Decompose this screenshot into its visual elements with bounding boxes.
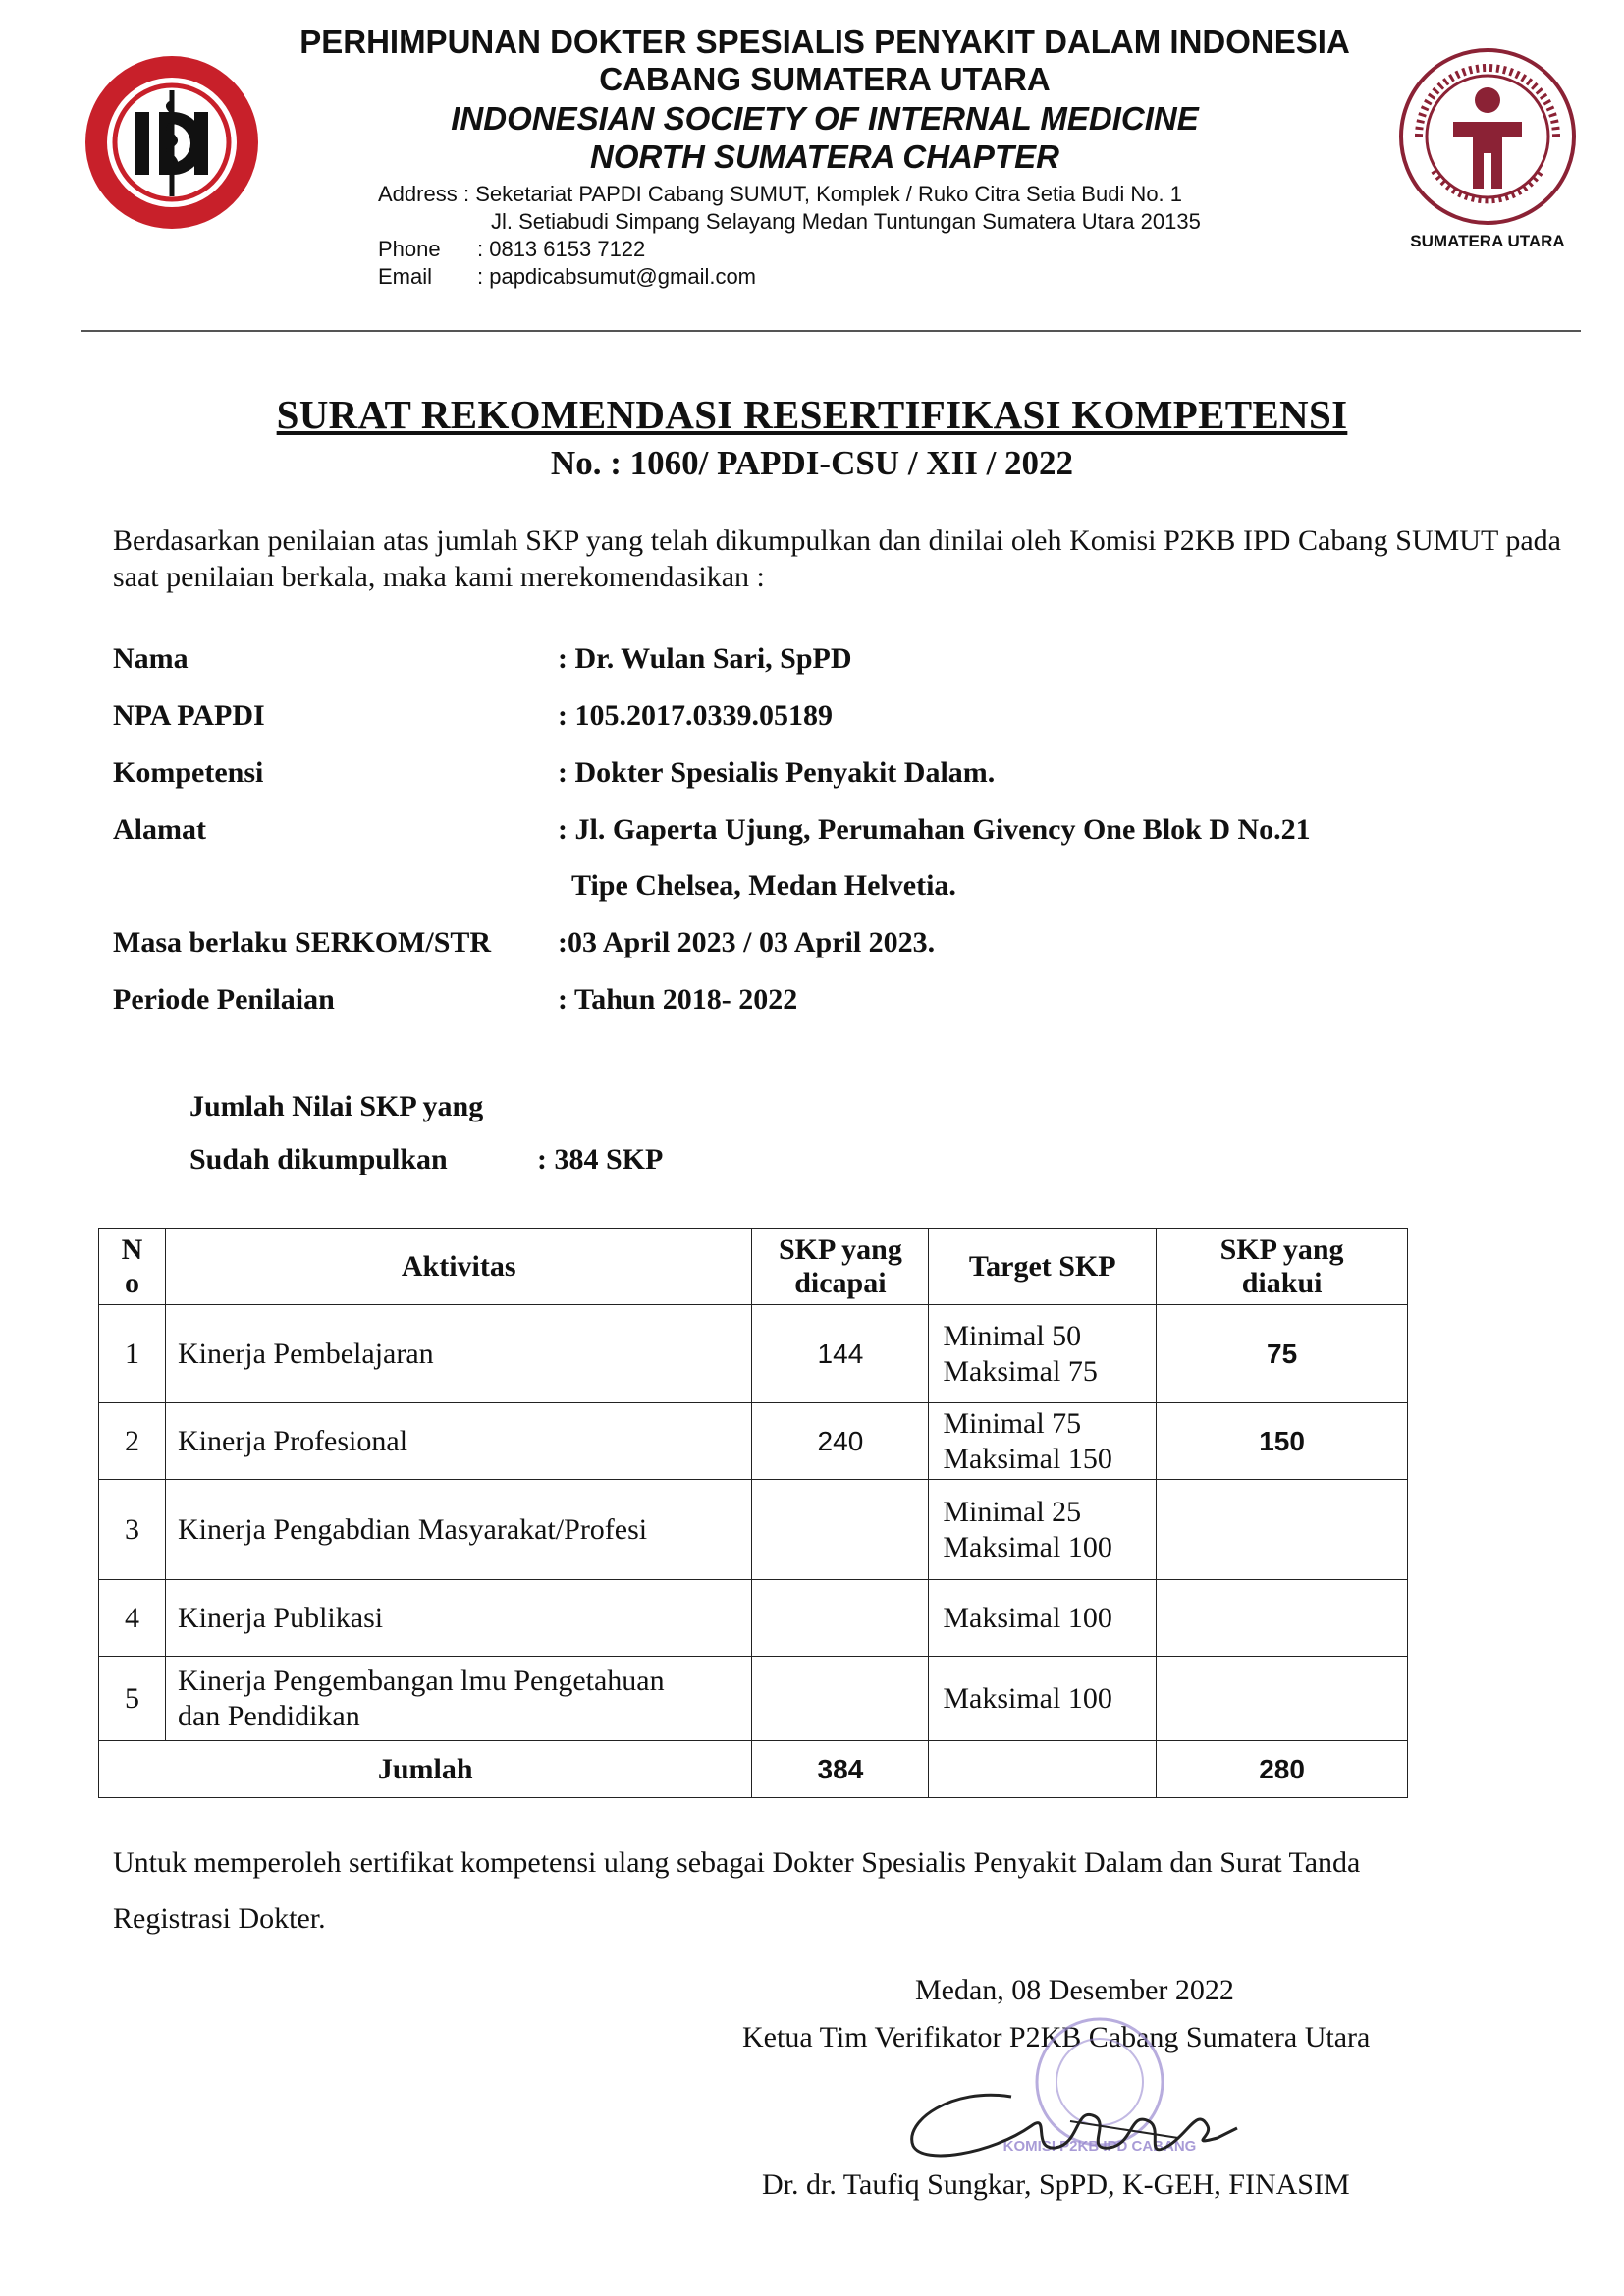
field-value-npa: : 105.2017.0339.05189 bbox=[558, 699, 833, 732]
org-name-line1: PERHIMPUNAN DOKTER SPESIALIS PENYAKIT DALAM INDONESIA bbox=[299, 24, 1350, 60]
phone-value: : 0813 6153 7122 bbox=[477, 237, 646, 261]
address-label: Address bbox=[378, 182, 458, 206]
header-target-skp: Target SKP bbox=[929, 1229, 1157, 1305]
cell-no: 5 bbox=[99, 1657, 166, 1741]
stamp-text: KOMISI P2KB IPD CABANG bbox=[1002, 2138, 1197, 2155]
header-no: N o bbox=[99, 1229, 166, 1305]
cell-target: Maksimal 100 bbox=[929, 1657, 1157, 1741]
summary-label-line2: Sudah dikumpulkan bbox=[189, 1143, 448, 1175]
skp-table bbox=[98, 1228, 1408, 1798]
document-number: No. : 1060/ PAPDI-CSU / XII / 2022 bbox=[550, 444, 1074, 482]
email-value: : papdicabsumut@gmail.com bbox=[477, 264, 757, 289]
field-label-kompetensi: Kompetensi bbox=[113, 756, 264, 789]
cell-aktivitas: Kinerja Publikasi bbox=[165, 1580, 752, 1657]
cell-diakui bbox=[1157, 1480, 1408, 1580]
total-label: Jumlah bbox=[99, 1741, 752, 1798]
cell-no: 1 bbox=[99, 1305, 166, 1403]
field-value-periode: : Tahun 2018- 2022 bbox=[558, 983, 798, 1015]
summary-value: : 384 SKP bbox=[537, 1143, 664, 1175]
cell-aktivitas: Kinerja Profesional bbox=[165, 1403, 752, 1480]
total-diakui: 280 bbox=[1157, 1741, 1408, 1798]
org-name-line2: CABANG SUMATERA UTARA bbox=[599, 61, 1051, 97]
field-value-nama: : Dr. Wulan Sari, SpPD bbox=[558, 642, 852, 675]
total-target bbox=[929, 1741, 1157, 1798]
cell-diakui: 150 bbox=[1157, 1403, 1408, 1480]
field-value-alamat: : Jl. Gaperta Ujung, Perumahan Givency One Blok D No.21 bbox=[558, 813, 1311, 846]
papdi-sumut-logo bbox=[1394, 43, 1581, 230]
cell-dicapai bbox=[752, 1657, 929, 1741]
field-value-kompetensi: : Dokter Spesialis Penyakit Dalam. bbox=[558, 756, 996, 789]
closing-line2: Registrasi Dokter. bbox=[113, 1902, 326, 1935]
field-label-periode: Periode Penilaian bbox=[113, 983, 335, 1015]
signature-scribble bbox=[884, 2067, 1257, 2175]
logo-caption: SUMATERA UTARA bbox=[1410, 232, 1565, 250]
cell-target: Minimal 50 Maksimal 75 bbox=[929, 1305, 1157, 1403]
field-label-masa-berlaku: Masa berlaku SERKOM/STR bbox=[113, 926, 492, 958]
header-skp-diakui: SKP yang diakui bbox=[1157, 1229, 1408, 1305]
signature-position: Ketua Tim Verifikator P2KB Cabang Sumatera Utara bbox=[742, 2021, 1371, 2053]
cell-aktivitas: Kinerja Pengembangan lmu Pengetahuan dan Pendidikan bbox=[165, 1657, 752, 1741]
address-line2: Jl. Setiabudi Simpang Selayang Medan Tuntungan Sumatera Utara 20135 bbox=[491, 209, 1201, 234]
summary-label-line1: Jumlah Nilai SKP yang bbox=[189, 1090, 484, 1122]
cell-no: 3 bbox=[99, 1480, 166, 1580]
cell-diakui: 75 bbox=[1157, 1305, 1408, 1403]
header-skp-dicapai: SKP yang dicapai bbox=[752, 1229, 929, 1305]
cell-target: Minimal 75 Maksimal 150 bbox=[929, 1403, 1157, 1480]
closing-line1: Untuk memperoleh sertifikat kompetensi ulang sebagai Dokter Spesialis Penyakit Dalam dan Surat Tanda bbox=[113, 1846, 1361, 1879]
cell-aktivitas: Kinerja Pembelajaran bbox=[165, 1305, 752, 1403]
cell-dicapai: 144 bbox=[752, 1305, 929, 1403]
cell-diakui bbox=[1157, 1580, 1408, 1657]
table-row bbox=[99, 1403, 1408, 1480]
table-row bbox=[99, 1480, 1408, 1580]
cell-diakui bbox=[1157, 1657, 1408, 1741]
cell-no: 4 bbox=[99, 1580, 166, 1657]
field-value-masa-berlaku: :03 April 2023 / 03 April 2023. bbox=[558, 926, 936, 958]
cell-aktivitas: Kinerja Pengabdian Masyarakat/Profesi bbox=[165, 1480, 752, 1580]
address-line1: : Seketariat PAPDI Cabang SUMUT, Komplek / Ruko Citra Setia Budi No. 1 bbox=[463, 182, 1183, 206]
table-row bbox=[99, 1580, 1408, 1657]
header-aktivitas: Aktivitas bbox=[165, 1229, 752, 1305]
intro-paragraph: Berdasarkan penilaian atas jumlah SKP yang telah dikumpulkan dan dinilai oleh Komisi P2KB IPD Cabang SUMUT pada saat penilaian berkala, maka kami merekomendasikan : bbox=[113, 524, 1561, 593]
cell-dicapai bbox=[752, 1480, 929, 1580]
field-label-alamat: Alamat bbox=[113, 813, 206, 846]
cell-target: Minimal 25 Maksimal 100 bbox=[929, 1480, 1157, 1580]
cell-dicapai bbox=[752, 1580, 929, 1657]
field-label-npa: NPA PAPDI bbox=[113, 699, 265, 732]
total-dicapai: 384 bbox=[752, 1741, 929, 1798]
org-name-line4: NORTH SUMATERA CHAPTER bbox=[590, 138, 1059, 175]
header-divider bbox=[81, 330, 1581, 332]
phone-label: Phone bbox=[378, 237, 441, 261]
table-header-row bbox=[99, 1229, 1408, 1305]
table-row bbox=[99, 1657, 1408, 1741]
signature-place-date: Medan, 08 Desember 2022 bbox=[915, 1974, 1234, 2006]
cell-no: 2 bbox=[99, 1403, 166, 1480]
document-title: SURAT REKOMENDASI RESERTIFIKASI KOMPETENSI bbox=[276, 392, 1348, 437]
signatory-name: Dr. dr. Taufiq Sungkar, SpPD, K-GEH, FINASIM bbox=[762, 2168, 1350, 2201]
field-label-nama: Nama bbox=[113, 642, 189, 675]
cell-dicapai: 240 bbox=[752, 1403, 929, 1480]
table-row bbox=[99, 1305, 1408, 1403]
idi-logo bbox=[81, 51, 263, 234]
cell-target: Maksimal 100 bbox=[929, 1580, 1157, 1657]
field-value-alamat-cont: Tipe Chelsea, Medan Helvetia. bbox=[571, 869, 956, 902]
email-label: Email bbox=[378, 264, 433, 289]
table-total-row bbox=[99, 1741, 1408, 1798]
org-name-line3: INDONESIAN SOCIETY OF INTERNAL MEDICINE bbox=[451, 100, 1199, 137]
